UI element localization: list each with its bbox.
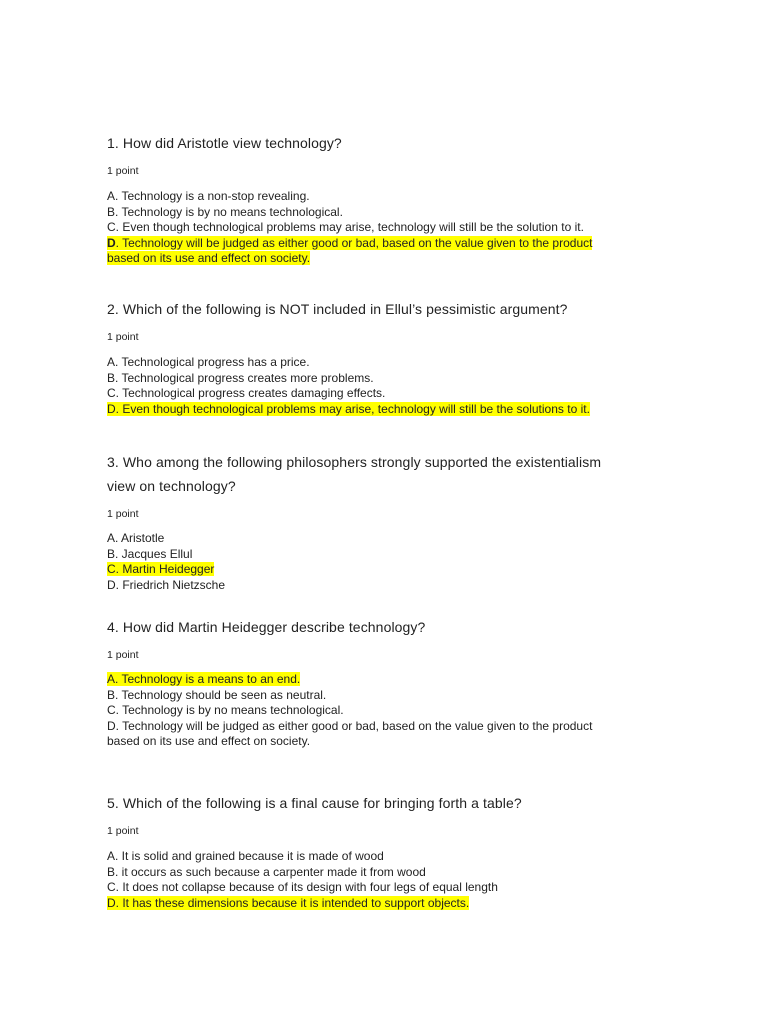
option-c	[107, 703, 707, 719]
option-text: B. Technology should be seen as neutral.	[107, 687, 327, 702]
option-text: D. Friedrich Nietzsche	[107, 577, 226, 592]
question-3	[107, 450, 707, 593]
option-b	[107, 371, 707, 387]
option-text: B. it occurs as such because a carpenter made it from wood	[107, 864, 426, 879]
question-5	[107, 791, 707, 911]
question-2	[107, 297, 707, 417]
question-text-line2: view on technology?	[107, 478, 236, 494]
option-a	[107, 355, 707, 371]
option-text-continued: based on its use and effect on society.	[107, 251, 311, 266]
question-text: 5. Which of the following is a final cause for bringing forth a table?	[107, 795, 522, 811]
option-d	[107, 402, 707, 418]
highlighted-answer: A. Technology is a means to an end.	[107, 672, 301, 686]
option-text: A. It is solid and grained because it is made of wood	[107, 849, 384, 863]
option-c	[107, 386, 707, 402]
options-list	[107, 849, 707, 911]
option-a	[107, 849, 707, 865]
question-points: 1 point	[107, 331, 139, 343]
option-text: B. Jacques Ellul	[107, 546, 193, 561]
question-points: 1 point	[107, 165, 139, 177]
option-text: B. Technology is by no means technological.	[107, 204, 343, 219]
option-letter: D	[107, 235, 116, 250]
question-text: 3. Who among the following philosophers strongly supported the existentialism	[107, 454, 602, 470]
option-d-continuation	[107, 251, 707, 267]
option-text: C. Technological progress creates damaging effects.	[107, 386, 386, 401]
option-d-continuation	[107, 734, 707, 750]
options-list	[107, 355, 707, 417]
highlighted-answer	[107, 236, 592, 250]
option-text-continued: based on its use and effect on society.	[107, 734, 311, 749]
option-b	[107, 688, 707, 704]
option-text: D. Technology will be judged as either good or bad, based on the value given to the product	[107, 718, 593, 733]
option-text: C. Even though technological problems may arise, technology will still be the solution to it.	[107, 220, 584, 235]
option-a	[107, 672, 707, 688]
option-text: C. It does not collapse because of its design with four legs of equal length	[107, 880, 498, 895]
question-4	[107, 615, 707, 750]
option-text: A. Technology is a non-stop revealing.	[107, 189, 310, 203]
option-d	[107, 896, 707, 912]
question-points: 1 point	[107, 508, 139, 520]
option-text: A. Technological progress has a price.	[107, 355, 310, 369]
question-1	[107, 131, 707, 267]
highlighted-answer: D. Even though technological problems may arise, technology will still be the solutions to it.	[107, 401, 590, 416]
option-a	[107, 189, 707, 205]
option-d	[107, 236, 707, 252]
options-list	[107, 672, 707, 750]
option-text: C. Technology is by no means technological.	[107, 703, 344, 718]
option-d	[107, 578, 707, 594]
option-b	[107, 865, 707, 881]
highlighted-answer: C. Martin Heidegger	[107, 562, 215, 577]
question-text: 2. Which of the following is NOT included in Ellul’s pessimistic argument?	[107, 301, 568, 317]
option-c	[107, 220, 707, 236]
option-b	[107, 547, 707, 563]
option-c	[107, 880, 707, 896]
options-list	[107, 189, 707, 267]
question-points: 1 point	[107, 649, 139, 661]
question-text: 4. How did Martin Heidegger describe technology?	[107, 619, 426, 635]
options-list	[107, 531, 707, 593]
highlighted-answer: D. It has these dimensions because it is intended to support objects.	[107, 895, 470, 910]
option-text: . Technology will be judged as either good or bad, based on the value given to the product	[115, 235, 593, 250]
option-text: B. Technological progress creates more problems.	[107, 370, 374, 385]
question-points: 1 point	[107, 825, 139, 837]
option-b	[107, 205, 707, 221]
option-text: A. Aristotle	[107, 531, 165, 545]
question-text: 1. How did Aristotle view technology?	[107, 135, 342, 151]
option-c	[107, 562, 707, 578]
option-a	[107, 531, 707, 547]
option-d	[107, 719, 707, 735]
